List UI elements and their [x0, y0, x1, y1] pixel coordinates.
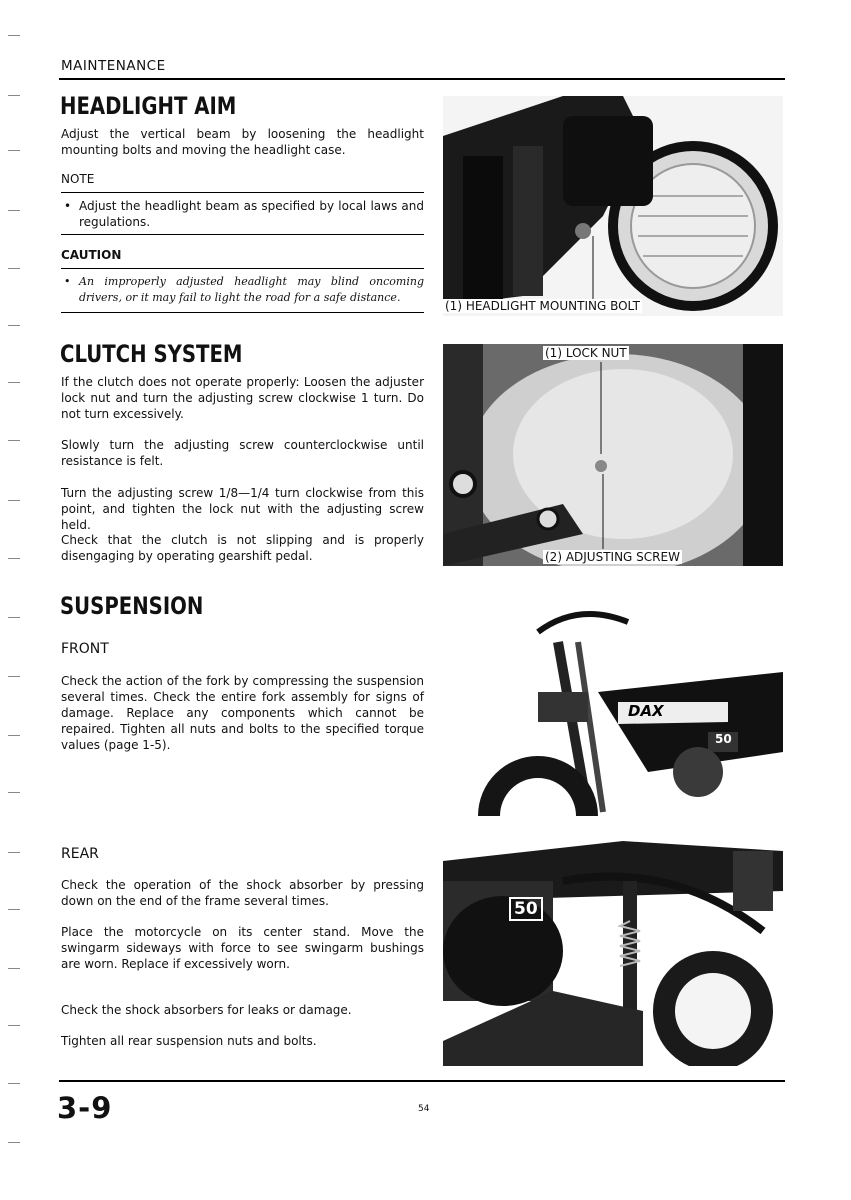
lock-nut-label: (1) LOCK NUT [545, 346, 627, 360]
clutch-photo [443, 344, 783, 566]
rear-paragraph-2: Place the motorcycle on its center stand. Move the swingarm sideways with force to see swingarm bushings are worn. Replace if excessively worn. [61, 925, 424, 971]
rear-label: REAR [61, 846, 99, 862]
rear-paragraph-1: Check the operation of the shock absorber by pressing down on the end of the frame several times. [61, 878, 424, 908]
note-text: • Adjust the headlight beam as specified by local laws and regulations. [61, 198, 424, 230]
note-rule-top [61, 192, 424, 193]
headlight-body: Adjust the vertical beam by loosening the headlight mounting bolts and moving the headlight case. [61, 127, 424, 157]
adjusting-screw-label: (2) ADJUSTING SCREW [545, 550, 680, 564]
note-rule-bottom [61, 234, 424, 235]
note-label: NOTE [61, 172, 95, 186]
rear-50-badge: 50 [509, 897, 543, 921]
clutch-title: CLUTCH SYSTEM [60, 340, 243, 368]
headlight-photo [443, 96, 783, 316]
suspension-title: SUSPENSION [60, 592, 204, 620]
rear-suspension-photo [443, 841, 783, 1066]
front-label: FRONT [61, 641, 109, 657]
dax-badge: DAX [628, 702, 664, 720]
page-number: 3-9 [57, 1091, 113, 1125]
caution-rule-bottom [61, 312, 424, 313]
clutch-paragraph-4: Check that the clutch is not slipping and is properly disengaging by operating gearshift pedal. [61, 533, 424, 563]
clutch-paragraph-1: If the clutch does not operate properly: Loosen the adjuster lock nut and turn the adjusting screw clockwise 1 turn. Do not turn excessively. [61, 375, 424, 421]
section-header: MAINTENANCE [61, 58, 166, 74]
front-50-badge: 50 [715, 732, 732, 746]
caution-text: • An improperly adjusted headlight may blind oncoming drivers, or it may fail to light the road for a safe distance. [61, 274, 424, 306]
clutch-paragraph-3: Turn the adjusting screw 1/8—1/4 turn clockwise from this point, and tighten the lock nut with the adjusting screw held. [61, 486, 424, 532]
caution-rule-top [61, 268, 424, 269]
front-suspension-photo [478, 602, 783, 816]
sheet-number: 54 [418, 1104, 430, 1114]
front-text: Check the action of the fork by compressing the suspension several times. Check the entire fork assembly for signs of damage. Replace any components which cannot be repaired. Tighten all nuts and bolts to the specified torque values (page 1-5). [61, 674, 424, 752]
headlight-photo-caption: (1) HEADLIGHT MOUNTING BOLT [445, 299, 640, 313]
header-rule [59, 78, 785, 80]
footer-rule [59, 1080, 785, 1082]
caution-label: CAUTION [61, 248, 122, 262]
rear-paragraph-3: Check the shock absorbers for leaks or damage. [61, 1003, 352, 1017]
clutch-paragraph-2: Slowly turn the adjusting screw counterclockwise until resistance is felt. [61, 438, 424, 468]
rear-paragraph-4: Tighten all rear suspension nuts and bolts. [61, 1034, 317, 1048]
headlight-title: HEADLIGHT AIM [60, 92, 237, 120]
